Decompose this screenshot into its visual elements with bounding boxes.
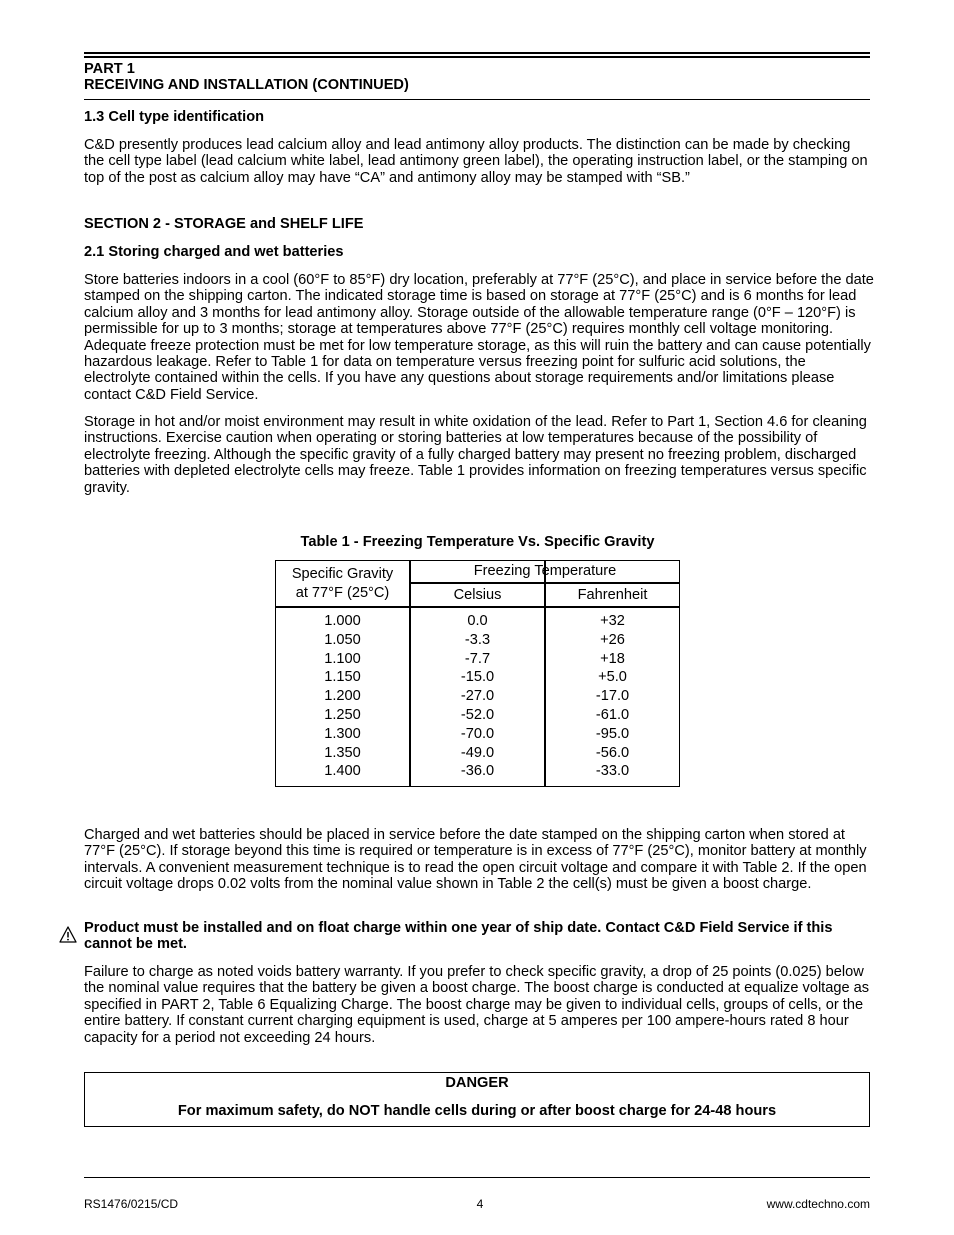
part-label: PART 1 [84, 61, 135, 77]
sg-value: 1.150 [324, 669, 361, 686]
freezing-temperature-table [275, 560, 680, 787]
header-rule-top [84, 52, 870, 54]
footer-rule [84, 1177, 870, 1178]
sg-value: 1.300 [324, 725, 361, 742]
footer-page-number: 4 [476, 1197, 484, 1211]
fahrenheit-header: Fahrenheit [577, 587, 648, 603]
sg-value: 1.050 [324, 631, 361, 648]
footer-doc-code: RS1476/0215/CD [84, 1197, 179, 1211]
celsius-value: -15.0 [460, 669, 495, 686]
celsius-value: -70.0 [460, 725, 495, 742]
fahrenheit-value: +32 [600, 613, 625, 629]
fahrenheit-value: -17.0 [595, 688, 630, 705]
table-1-caption: Table 1 - Freezing Temperature Vs. Specific Gravity [300, 534, 655, 550]
celsius-value: 0.0 [467, 613, 488, 629]
part-title: RECEIVING AND INSTALLATION (CONTINUED) [84, 77, 409, 93]
section-2-1-heading: 2.1 Storing charged and wet batteries [84, 244, 344, 260]
warning-triangle-icon [59, 926, 77, 943]
fahrenheit-value: -56.0 [595, 744, 630, 761]
sg-value: 1.000 [324, 613, 361, 629]
celsius-value: -49.0 [460, 744, 495, 761]
celsius-value: -7.7 [464, 650, 491, 667]
table-header-rule [276, 606, 679, 608]
table-group-header-rule [410, 582, 679, 584]
footer-website[interactable]: www.cdtechno.com [766, 1197, 870, 1211]
sg-value: 1.350 [324, 744, 361, 761]
celsius-value: -3.3 [464, 631, 491, 648]
danger-box [84, 1072, 870, 1127]
fahrenheit-value: -61.0 [595, 706, 630, 723]
sg-value: 1.100 [324, 650, 361, 667]
storage-paragraph-2: Storage in hot and/or moist environment may result in white oxidation of the lead. Refer to Part 1, Section 4.6 for cleaning instructions. Exercise caution when operating or storing batteries at low temperatures because of the possibility of electrolyte freezing. Although the specific gravity of a fully charged battery may present no freezing problem, discharged batteries with depleted electrolyte cells may freeze. Table 1 provides information on freezing temperatures versus specific gravity. [84, 414, 867, 496]
specific-gravity-column [276, 612, 409, 781]
celsius-column [411, 612, 544, 781]
storage-paragraph-3: Charged and wet batteries should be placed in service before the date stamped on the shipping carton when stored at 77°F (25°C). If storage beyond this time is required or temperature is in excess of 77°F (25°C), monitor battery at monthly intervals. A convenient measurement technique is to read the open circuit voltage and compare it with Table 2. If the open circuit voltage drops 0.02 volts from the nominal value shown in Table 2 the cell(s) must be given a boost charge. [84, 827, 867, 893]
storage-paragraph-1: Store batteries indoors in a cool (60°F to 85°F) dry location, preferably at 77°F (25°C), and place in service before the date stamped on the shipping carton. The indicated storage time is based on storage at 77°F (25°C) and is 6 months for lead calcium alloy and 3 months for lead antimony alloy. Storage outside of the allowable temperature range (0°F – 120°F) is permissible for up to 3 months; storage at temperatures above 77°F (25°C) requires monthly cell voltage monitoring. Adequate freeze protection must be met for low temperature storage, as this will ruin the battery and can cause potentially hazardous leakage. Refer to Table 1 for data on temperature versus freezing point for sulfuric acid solutions, the electrolyte contained within the cells. If you have any questions about storage requirements and/or limitations please contact C&D Field Service. [84, 272, 874, 403]
section-1-3-body: C&D presently produces lead calcium alloy and lead antimony alloy products. The distinction can be made by checking the cell type label (lead calcium white label, lead antimony green label), the operating instruction label, or the stamping on top of the post as calcium alloy may have “CA” and antimony alloy may be stamped with “SB.” [84, 137, 868, 186]
sg-value: 1.200 [324, 688, 361, 705]
section-2-heading: SECTION 2 - STORAGE and SHELF LIFE [84, 216, 364, 232]
fahrenheit-value: +26 [600, 631, 625, 648]
header-underline [84, 99, 870, 100]
danger-text: For maximum safety, do NOT handle cells during or after boost charge for 24-48 hours [177, 1103, 777, 1120]
sg-header-line-2: at 77°F (25°C) [295, 585, 390, 601]
header-rule-bottom [84, 56, 870, 58]
danger-title: DANGER [445, 1075, 509, 1091]
fahrenheit-value: +5.0 [598, 669, 627, 686]
ship-date-warning: Product must be installed and on float charge within one year of ship date. Contact C&D Field Service if this cannot be met. [84, 920, 833, 953]
fahrenheit-value: -33.0 [595, 763, 630, 780]
sg-value: 1.250 [324, 706, 361, 723]
celsius-value: -52.0 [460, 706, 495, 723]
fahrenheit-column [546, 612, 679, 781]
failure-to-charge-paragraph: Failure to charge as noted voids battery warranty. If you prefer to check specific gravity, a drop of 25 points (0.025) below the nominal value requires that the battery be given a boost charge. The boost charge is conducted at equalize voltage as specified in PART 2, Table 6 Equalizing Charge. The boost charge may be given to individual cells, groups of cells, or the entire battery. If constant current charging equipment is used, charge at 5 amperes per 100 ampere-hours rated 8 hour capacity for a period not exceeding 24 hours. [84, 964, 870, 1046]
celsius-value: -27.0 [460, 688, 495, 705]
sg-header-line-1: Specific Gravity [291, 566, 394, 582]
freezing-temp-header: Freezing Temperature [473, 563, 617, 579]
sg-value: 1.400 [324, 763, 361, 780]
section-1-3-heading: 1.3 Cell type identification [84, 109, 265, 125]
celsius-header: Celsius [453, 587, 502, 603]
fahrenheit-value: +18 [600, 650, 625, 667]
celsius-value: -36.0 [460, 763, 495, 780]
fahrenheit-value: -95.0 [595, 725, 630, 742]
